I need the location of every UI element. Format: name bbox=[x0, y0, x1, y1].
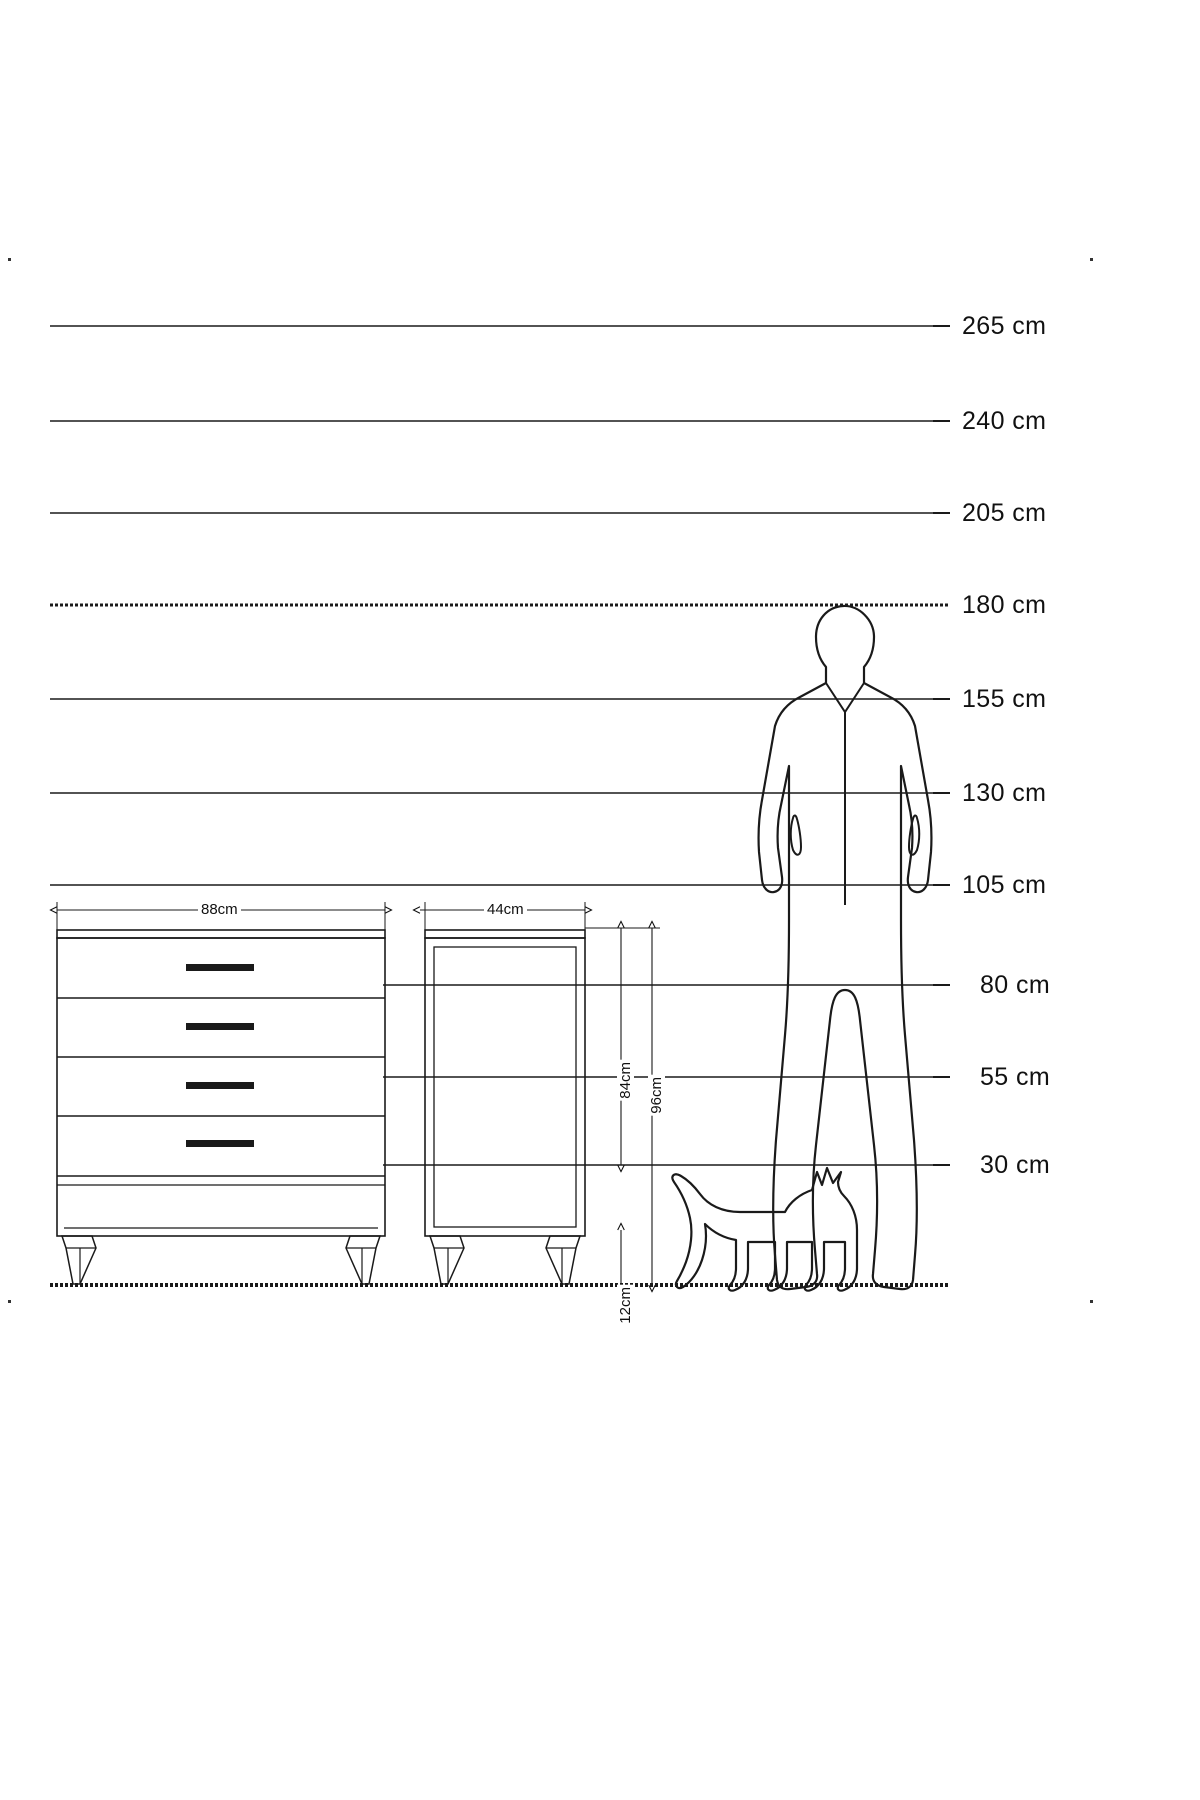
corner-mark-bottom-right bbox=[1090, 1300, 1093, 1303]
scale-label-265: 265 cm bbox=[962, 312, 1047, 340]
width-label-dresser: 88cm bbox=[198, 901, 241, 918]
scale-label-130: 130 cm bbox=[962, 779, 1047, 807]
height-label-12cm: 12cm bbox=[617, 1287, 634, 1324]
dimension-84cm bbox=[585, 928, 660, 1165]
height-label-96cm: 96cm bbox=[648, 1077, 665, 1114]
dresser-unit bbox=[57, 930, 385, 1284]
cabinet-unit bbox=[425, 930, 585, 1284]
scale-label-205: 205 cm bbox=[962, 499, 1047, 527]
scale-label-30: 30 cm bbox=[980, 1151, 1051, 1179]
scale-label-55: 55 cm bbox=[980, 1063, 1051, 1091]
human-figure-silhouette bbox=[759, 606, 932, 1289]
corner-mark-bottom-left bbox=[8, 1300, 11, 1303]
tick-connectors bbox=[933, 326, 950, 1165]
corner-mark-top-right bbox=[1090, 258, 1093, 261]
cat-figure-silhouette bbox=[672, 1168, 857, 1291]
scale-label-180: 180 cm bbox=[962, 591, 1047, 619]
scale-label-80: 80 cm bbox=[980, 971, 1051, 999]
scale-label-105: 105 cm bbox=[962, 871, 1047, 899]
height-label-84cm: 84cm bbox=[617, 1062, 634, 1099]
corner-mark-top-left bbox=[8, 258, 11, 261]
width-label-cabinet: 44cm bbox=[484, 901, 527, 918]
scale-label-155: 155 cm bbox=[962, 685, 1047, 713]
scale-label-240: 240 cm bbox=[962, 407, 1047, 435]
